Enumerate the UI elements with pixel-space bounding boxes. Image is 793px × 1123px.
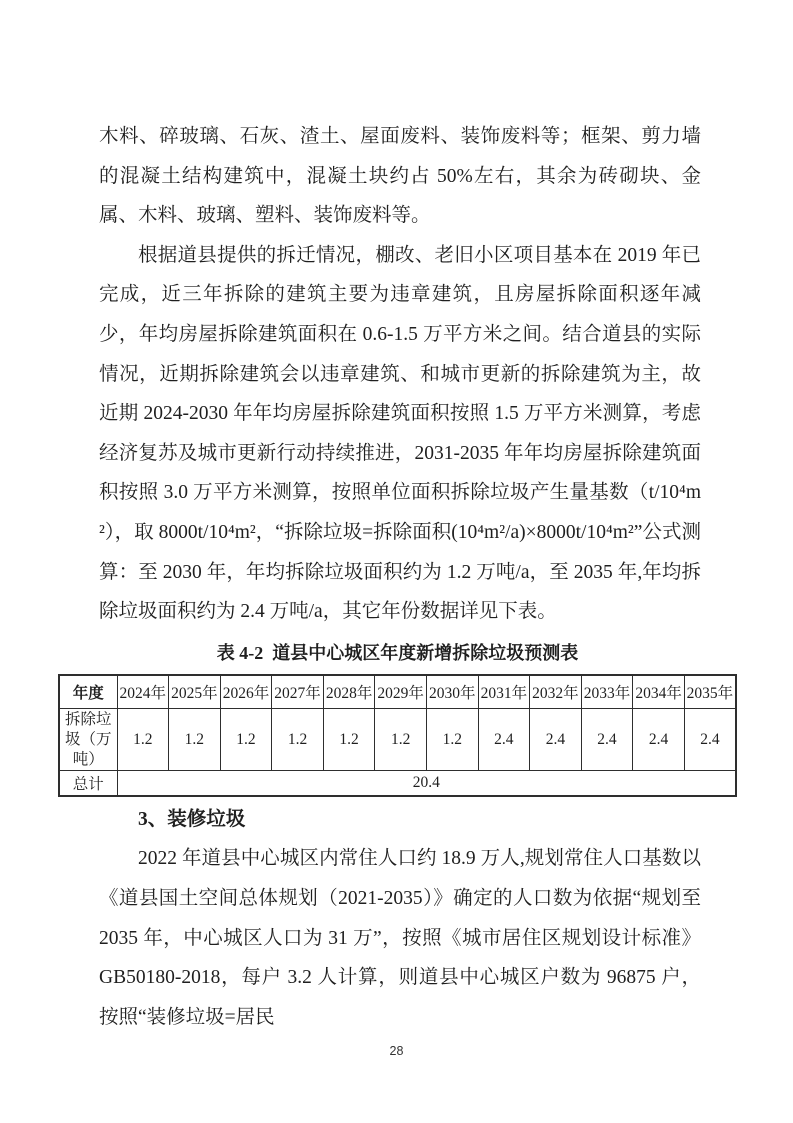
year-header-cell: 2025年 (169, 675, 221, 709)
total-value-cell: 20.4 (117, 771, 736, 796)
value-cell: 1.2 (220, 709, 272, 771)
year-header-cell: 2028年 (323, 675, 375, 709)
year-header-cell: 2030年 (426, 675, 478, 709)
value-cell: 2.4 (478, 709, 530, 771)
year-header-cell: 2034年 (633, 675, 685, 709)
year-header-cell: 2027年 (272, 675, 324, 709)
value-cell: 1.2 (272, 709, 324, 771)
value-cell: 1.2 (426, 709, 478, 771)
value-cell: 1.2 (169, 709, 221, 771)
value-cell: 1.2 (375, 709, 427, 771)
value-cell: 2.4 (530, 709, 582, 771)
year-header-cell: 2029年 (375, 675, 427, 709)
year-header-cell: 2031年 (478, 675, 530, 709)
table-data-row (59, 709, 736, 771)
demolition-forecast-table (58, 674, 737, 797)
paragraph-renovation-waste: 2022 年道县中心城区内常住人口约 18.9 万人,规划常住人口基数以《道县国土空间总体规划（2021-2035）》确定的人口数为依据“规划至 2035 年，中心城区人口为 31 万”，按照《城市居住区规划设计标准》GB50180-2018，每户 3.2 人计算，则道县中心城区户数为 96875 户，按照“装修垃圾=居民 (99, 848, 701, 1028)
table-total-row (59, 771, 736, 796)
content-area (64, 117, 734, 1037)
value-cell: 1.2 (323, 709, 375, 771)
paragraph-waste-composition: 木料、碎玻璃、石灰、渣土、屋面废料、装饰废料等；框架、剪力墙的混凝土结构建筑中，混凝土块约占 50%左右，其余为砖砌块、金属、木料、玻璃、塑料、装饰废料等。 (99, 126, 701, 227)
table-header-row (59, 675, 736, 709)
total-label-cell: 总计 (59, 771, 117, 796)
paragraph-demolition-forecast: 根据道县提供的拆迁情况，棚改、老旧小区项目基本在 2019 年已完成，近三年拆除的建筑主要为违章建筑，且房屋拆除面积逐年减少，年均房屋拆除建筑面积在 0.6-1.5 万平方米之间。结合道县的实际情况，近期拆除建筑会以违章建筑、和城市更新的拆除建筑为主，故近期 2024-2030 年年均房屋拆除建筑面积按照 1.5 万平方米测算，考虑经济复苏及城市更新行动持续推进，2031-2035 年年均房屋拆除建筑面积按照 3.0 万平方米测算，按照单位面积拆除垃圾产生量基数（t/10⁴m²），取 8000t/10⁴m²，“拆除垃圾=拆除面积(10⁴m²/a)×8000t/10⁴m²”公式测算：至 2030 年，年均拆除垃圾面积约为 1.2 万吨/a，至 2035 年,年均拆除垃圾面积约为 2.4 万吨/a，其它年份数据详见下表。 (99, 244, 701, 623)
year-header-cell: 2032年 (530, 675, 582, 709)
value-cell: 2.4 (581, 709, 633, 771)
section-heading-renovation-waste: 3、装修垃圾 (138, 808, 246, 830)
table-caption: 表 4-2 道县中心城区年度新增拆除垃圾预测表 (216, 642, 579, 663)
year-header-cell: 2026年 (220, 675, 272, 709)
footer-page-number: 28 (389, 1044, 404, 1058)
value-cell: 2.4 (684, 709, 736, 771)
value-cell: 1.2 (117, 709, 169, 771)
row-label-cell: 拆除垃圾（万吨） (59, 709, 117, 771)
year-header-cell: 2035年 (684, 675, 736, 709)
value-cell: 2.4 (633, 709, 685, 771)
year-header-cell: 2024年 (117, 675, 169, 709)
year-header-cell: 2033年 (581, 675, 633, 709)
corner-header-cell: 年度 (59, 675, 117, 709)
